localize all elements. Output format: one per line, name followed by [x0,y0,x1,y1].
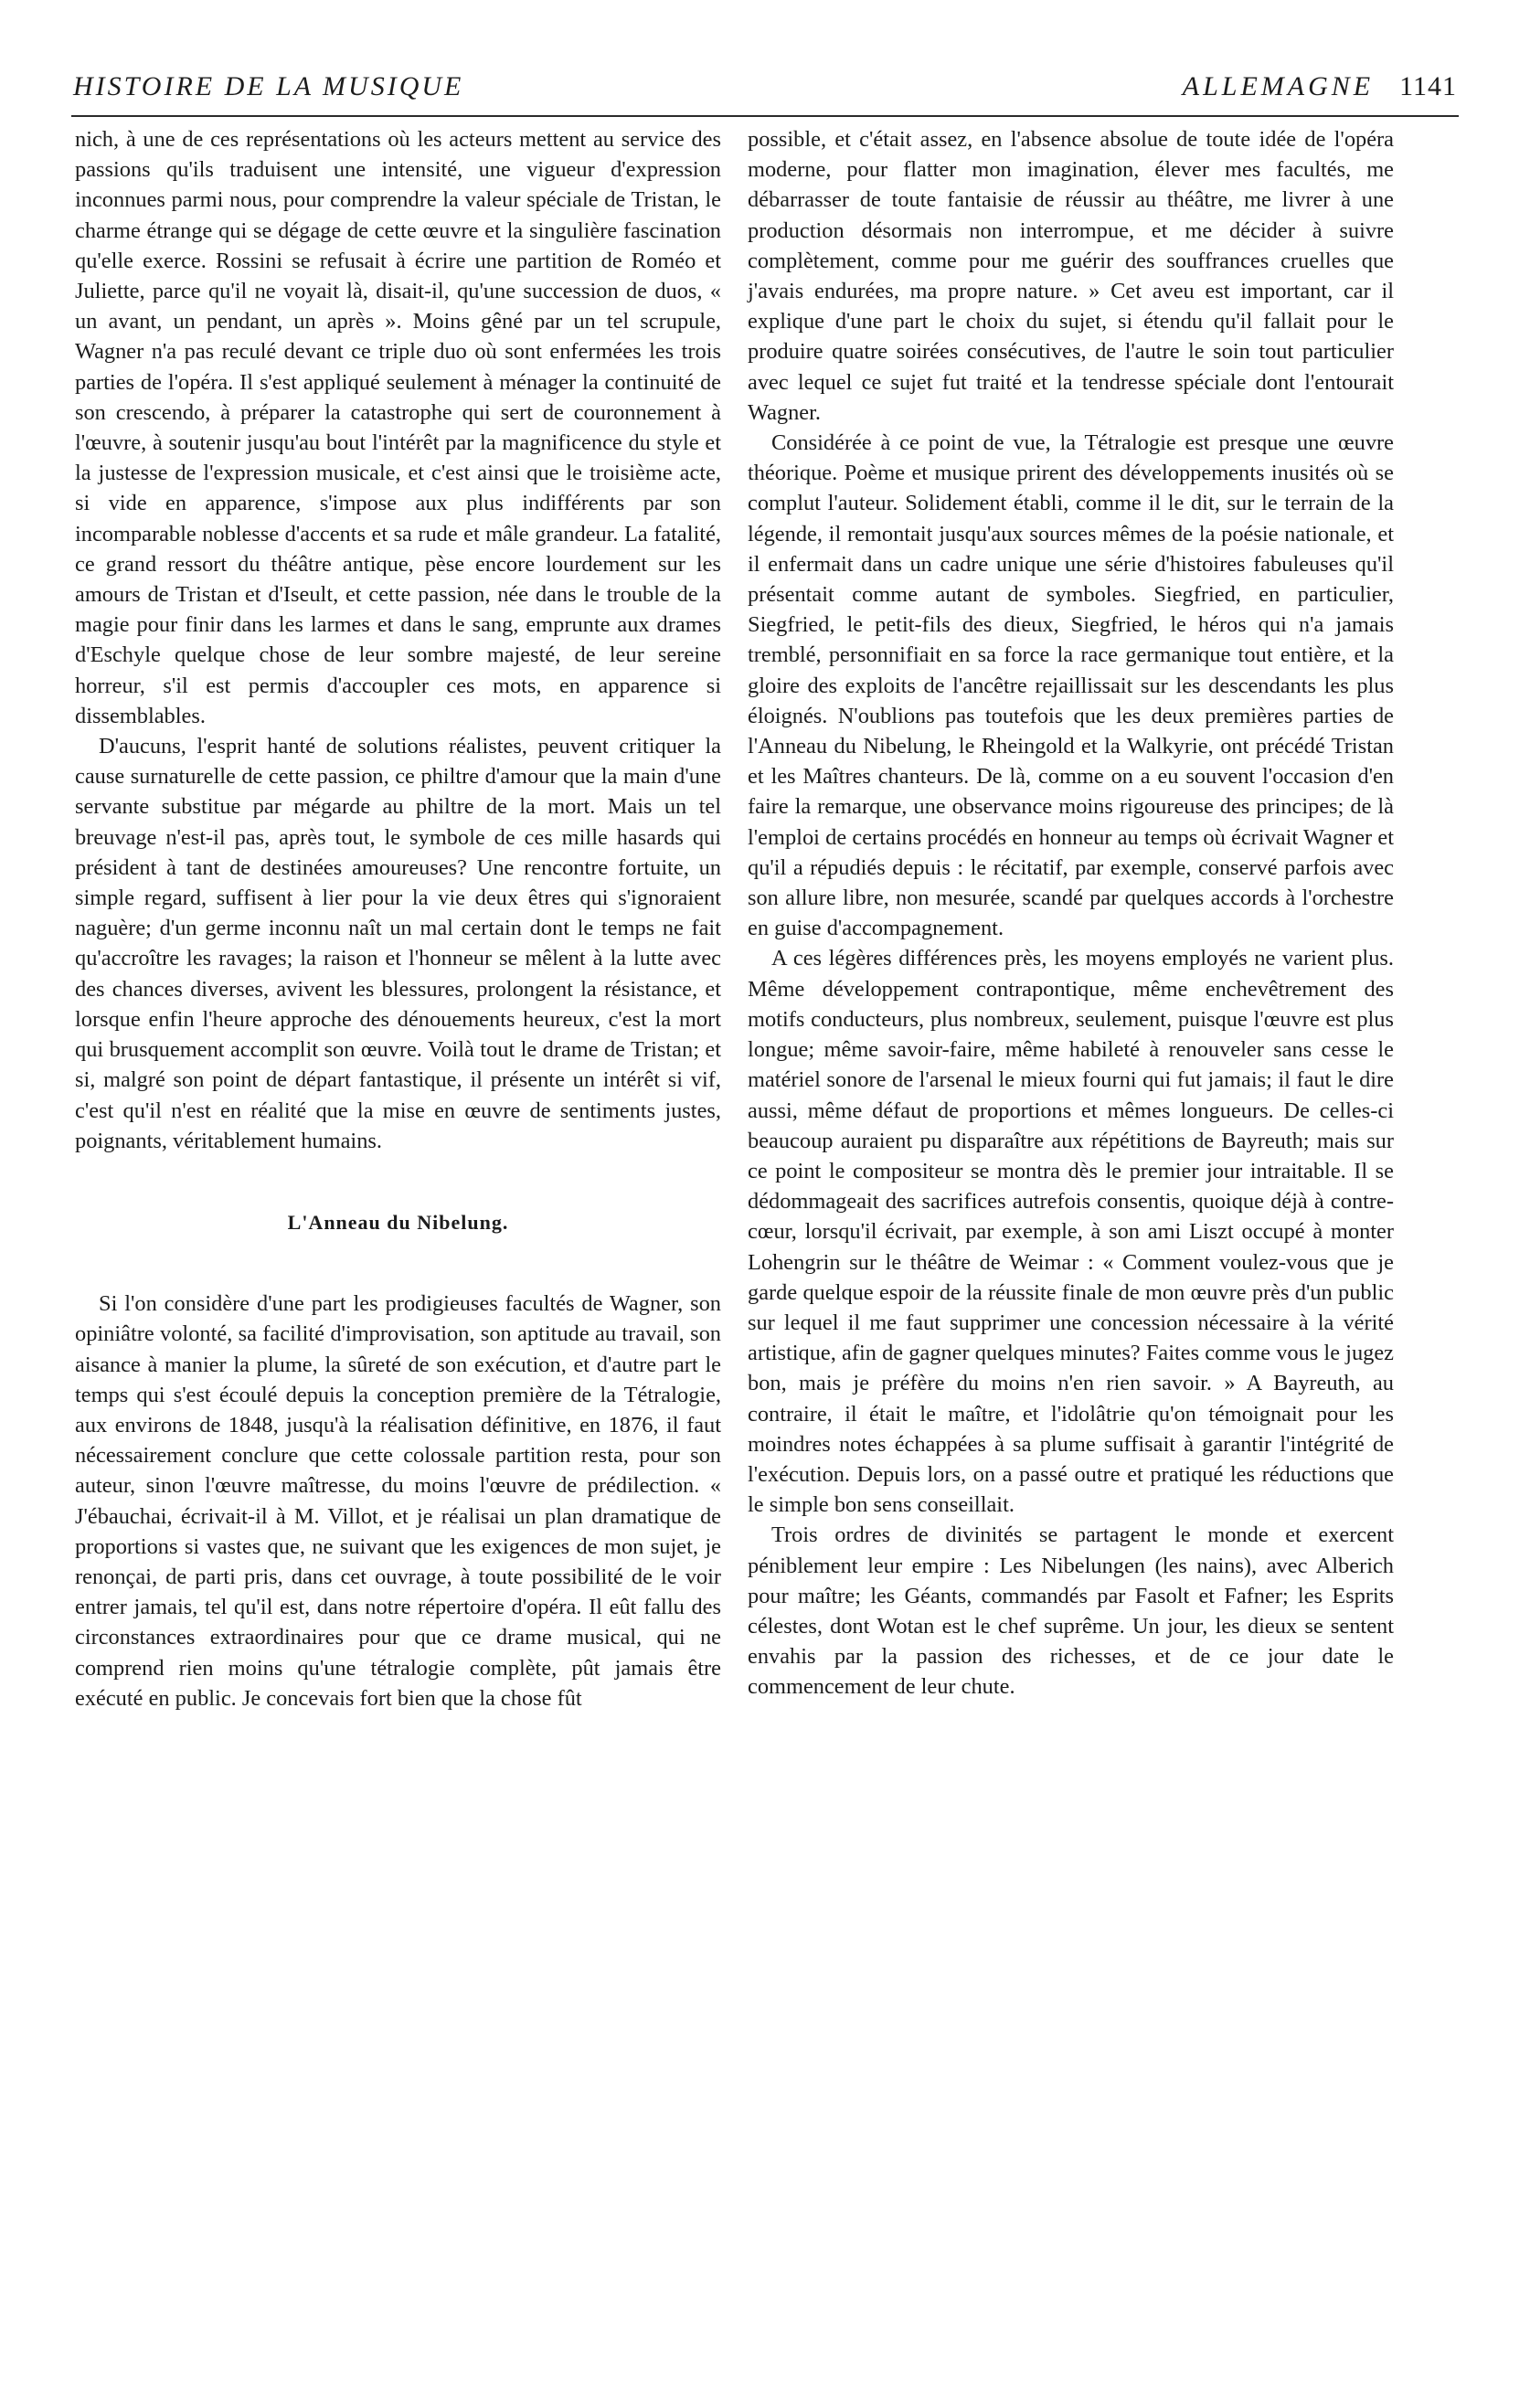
paragraph: nich, à une de ces représentations où les acteurs mettent au service des passions qu'ils traduisent une intensité, une vigueur d'expression inconnues parmi nous, pour comprendre la valeur spéciale de Tristan, le charme étrange qui se dégage de cette œuvre et la singulière fascination qu'elle exerce. Rossini se refusait à écrire une partition de Roméo et Juliette, parce qu'il ne voyait là, disait-il, qu'une succession de duos, « un avant, un pendant, un après ». Moins gêné par un tel scrupule, Wagner n'a pas reculé devant ce triple duo où sont enfermées les trois parties de l'opéra. Il s'est appliqué seulement à ménager la continuité de son crescendo, à préparer la catastrophe qui sert de couronnement à l'œuvre, à soutenir jusqu'au bout l'intérêt par la magnificence du style et la justesse de l'expression musicale, et c'est ainsi que le troisième acte, si vide en apparence, s'impose aux plus indifférents par son incomparable noblesse d'accents et sa rude et mâle grandeur. La fatalité, ce grand ressort du théâtre antique, pèse encore lourdement sur les amours de Tristan et d'Iseult, et cette passion, née dans le trouble de la magie pour finir dans les larmes et dans le sang, emprunte aux drames d'Eschyle quelque chose de leur sombre majesté, de leur sereine horreur, s'il est permis d'accoupler ces mots, en apparence si dissemblables. [75,127,721,728]
paragraph: possible, et c'était assez, en l'absence absolue de toute idée de l'opéra moderne, pour flatter mon imagination, élever mes facultés, me débarrasser de toute fantaisie de réussir au théâtre, me livrer à une production désormais non interrompue, et me décider à suivre complètement, comme pour me guérir des souffrances cruelles que j'avais endurées, ma propre nature. » Cet aveu est important, car il explique d'une part le choix du sujet, si étendu qu'il fallait pour le produire quatre soirées consécutives, de l'autre le soin tout particulier avec lequel ce sujet fut traité et la tendresse spéciale dont l'entourait Wagner. [748,127,1394,425]
paragraph: Trois ordres de divinités se partagent le monde et exercent péniblement leur empire : Les Nibelungen (les nains), avec Alberich pour maître; les Géants, commandés par Fasolt et Fafner; les Esprits célestes, dont Wotan est le chef suprême. Un jour, les dieux se sentent envahis par la passion des richesses, et de ce jour date le commencement de leur chute. [748,1522,1394,1700]
paragraph: Si l'on considère d'une part les prodigieuses facultés de Wagner, son opiniâtre volonté, sa facilité d'improvisation, son aptitude au travail, son aisance à manier la plume, la sûreté de son exécution, et d'autre part le temps qui s'est écoulé depuis la conception première de la Tétralogie, aux environs de 1848, jusqu'à la réalisation définitive, en 1876, il faut nécessairement conclure que cette colossale partition resta, pour son auteur, sinon l'œuvre maîtresse, du moins l'œuvre de prédilection. « J'ébauchai, écrivait-il à M. Villot, et je réalisai un plan dramatique de proportions si vastes que, ne suivant que les exigences de mon sujet, je renonçai, de parti pris, dans cet ouvrage, à toute possibilité de le voir entrer jamais, tel qu'il est, dans notre répertoire d'opéra. Il eût fallu des circonstances extraordinaires pour que ce drame musical, qui ne comprend rien moins qu'une tétralogie complète, pût jamais être exécuté en public. Je concevais fort bien que la chose fût [75,1291,721,1711]
right-column [748,124,1394,1703]
left-column [75,124,721,1713]
page-number: 1141 [1399,71,1457,101]
header-right [1183,71,1457,102]
paragraph: D'aucuns, l'esprit hanté de solutions réalistes, peuvent critiquer la cause surnaturelle de cette passion, ce philtre d'amour que la main d'une servante substitue par mégarde au philtre de la mort. Mais un tel breuvage n'est-il pas, après tout, le symbole de ces mille hasards qui président à tant de destinées amoureuses? Une rencontre fortuite, un simple regard, suffisent à lier pour la vie deux êtres qui s'ignoraient naguère; d'un germe inconnu naît un mal certain dont le temps ne fait qu'accroître les ravages; la raison et l'honneur se mêlent à la lutte avec des chances diverses, avivent les blessures, prolongent la résistance, et lorsque enfin l'heure approche des dénouements heureux, c'est la mort qui brusquement accomplit son œuvre. Voilà tout le drame de Tristan; et si, malgré son point de départ fantastique, il présente un intérêt si vif, c'est qu'il n'est en réalité que la mise en œuvre de sentiments justes, poignants, véritablement humains. [75,734,721,1153]
header-rule [71,115,1459,117]
section-heading: L'Anneau du Nibelung. [287,1210,509,1234]
paragraph: Considérée à ce point de vue, la Tétralogie est presque une œuvre théorique. Poème et musique prirent des développements inusités où se complut l'auteur. Solidement établi, comme il le dit, sur le terrain de la légende, il remontait jusqu'aux sources mêmes de la poésie nationale, et il enfermait dans un cadre unique une série d'histoires fabuleuses qu'il présentait comme autant de symboles. Siegfried, en particulier, Siegfried, le petit-fils des dieux, Siegfried, le héros qui n'a jamais tremblé, personnifiait en sa force la race germanique tout entière, et la gloire des exploits de l'ancêtre rejaillissait sur les descendants les plus éloignés. N'oublions pas toutefois que les deux premières parties de l'Anneau du Nibelung, le Rheingold et la Walkyrie, ont précédé Tristan et les Maîtres chanteurs. De là, comme on a eu souvent l'occasion d'en faire la remarque, une observance moins rigoureuse des principes; de là l'emploi de certains procédés en honneur au temps où écrivait Wagner et qu'il a répudiés depuis : le récitatif, par exemple, conservé parfois avec son allure libre, non mesurée, scandé par quelques accords à l'orchestre en guise d'accompagnement. [748,430,1394,941]
header-title: HISTOIRE DE LA MUSIQUE [73,71,464,101]
header-section: ALLEMAGNE [1182,71,1375,101]
paragraph: A ces légères différences près, les moyens employés ne varient plus. Même développement contrapontique, même enchevêtrement des motifs conducteurs, plus nombreux, seulement, puisque l'œuvre est plus longue; même savoir-faire, même habileté à renouveler sans cesse le matériel sonore de l'arsenal le mieux fourni qui fut jamais; il faut le dire aussi, même défaut de proportions et mêmes longueurs. De celles-ci beaucoup auraient pu disparaître aux répétitions de Bayreuth; mais sur ce point le compositeur se montra dès le premier jour intraitable. Il se dédommageait des sacrifices autrefois consentis, quoique déjà à contre-cœur, lorsqu'il écrivait, par exemple, à son ami Liszt occupé à monter Lohengrin sur le théâtre de Weimar : « Comment voulez-vous que je garde quelque espoir de la réussite finale de mon œuvre près d'un public sur lequel il me faut supprimer une concession nécessaire à la vérité artistique, afin de gagner quelques minutes? Faites comme vous le jugez bon, mais je préfère du moins n'en rien savoir. » A Bayreuth, au contraire, il était le maître, et l'idolâtrie qu'on témoignait pour les moindres notes échappées à sa plume suffisait à garantir l'intégrité de l'exécution. Depuis lors, on a passé outre et pratiqué les réductions que le simple bon sens conseillait. [748,946,1394,1518]
running-header [73,71,1457,111]
